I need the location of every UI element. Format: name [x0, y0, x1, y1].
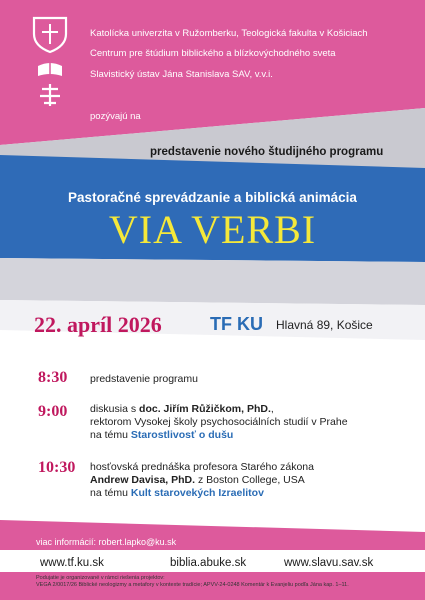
fine-print [36, 575, 349, 589]
program-item-1: predstavenie programu [90, 373, 198, 385]
institution-1: Katolícka univerzita v Ružomberku, Teologická fakulta v Košiciach [90, 28, 368, 39]
program-item-2 [90, 403, 348, 442]
topic-link: Starostlivosť o dušu [130, 429, 234, 441]
program-subtitle: Pastoračné sprevádzanie a biblická animácia [68, 190, 357, 205]
slavistic-institute-logo-icon [40, 84, 60, 106]
topic-link: Kult starovekých Izraelitov [130, 487, 264, 499]
text: na tému [90, 487, 131, 499]
time-1: 8:30 [38, 369, 68, 386]
event-venue: TF KU [210, 314, 263, 334]
program-item-3 [90, 461, 314, 500]
contact-info: viac informácií: robert.lapko@ku.sk [36, 537, 177, 547]
fine-print-line: Podujatie je organizované v rámci riešenia projektov: [36, 575, 165, 581]
institution-3: Slavistický ústav Jána Stanislava SAV, v.v.i. [90, 69, 273, 80]
invite-text: pozývajú na [90, 111, 141, 122]
website-biblia[interactable]: biblia.abuke.sk [170, 557, 247, 569]
announce-heading: predstavenie nového študijného programu [150, 146, 384, 158]
text: diskusia s [90, 403, 140, 415]
speaker-name: doc. Jiřím Růžičkom, PhD. [139, 403, 271, 415]
website-slavu[interactable]: www.slavu.sav.sk [284, 557, 374, 569]
time-2: 9:00 [38, 403, 68, 420]
university-logo-icon [30, 14, 70, 109]
time-3: 10:30 [38, 459, 76, 476]
grey-band-bottom [0, 258, 425, 305]
logos [30, 14, 70, 114]
speaker-name: Andrew Davisa, PhD. [90, 474, 196, 486]
event-address: Hlavná 89, Košice [276, 318, 373, 332]
event-date: 22. apríl 2026 [34, 312, 162, 337]
text: na tému [90, 429, 131, 441]
fine-print-line: VEGA 2/0017/26 Biblické neologizmy a metafory v kontexte tradície; APVV-24-0248 Komentár k Evanjeliu podľa Jána kap. 1–11. [36, 582, 349, 588]
program-title: VIA VERBI [108, 207, 317, 252]
website-tf[interactable]: www.tf.ku.sk [40, 557, 104, 569]
lecture-description: hosťovská prednáška profesora Starého zákona [90, 461, 314, 473]
speaker-affiliation: rektorom Vysokej školy psychosociálních studií v Prahe [90, 416, 348, 428]
biblical-center-logo-icon [38, 62, 62, 78]
text: z Boston College, USA [195, 474, 305, 486]
institution-2: Centrum pre štúdium biblického a blízkovýchodného sveta [90, 48, 336, 59]
text: , [270, 403, 274, 415]
